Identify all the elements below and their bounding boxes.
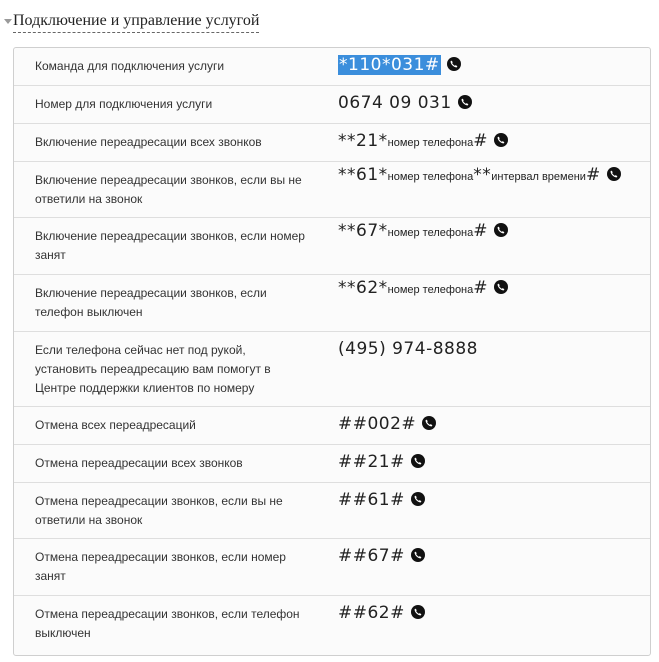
- value-code: #: [473, 221, 489, 241]
- value-code: **67*: [338, 221, 388, 241]
- phone-call-icon[interactable]: [411, 548, 425, 562]
- phone-call-icon[interactable]: [494, 223, 508, 237]
- table-row: [14, 445, 650, 483]
- row-value[interactable]: [338, 93, 472, 113]
- table-row: [14, 332, 650, 407]
- table-row: [14, 218, 650, 275]
- value-hint: интервал времени: [491, 171, 586, 183]
- phone-call-icon[interactable]: [411, 492, 425, 506]
- value-hint: номер телефона: [387, 137, 474, 149]
- phone-call-icon[interactable]: [607, 167, 621, 181]
- value-code: **61*: [338, 165, 388, 185]
- phone-call-icon[interactable]: [411, 454, 425, 468]
- section-title[interactable]: Подключение и управление услугой: [13, 11, 259, 33]
- table-row: [14, 407, 650, 445]
- triangle-down-icon: [4, 19, 12, 24]
- row-value[interactable]: [338, 55, 461, 75]
- value-code: **62*: [338, 278, 388, 298]
- phone-call-icon[interactable]: [494, 133, 508, 147]
- value-hint: номер телефона: [387, 227, 474, 239]
- section-header[interactable]: [4, 11, 259, 35]
- value-code: **21*: [338, 131, 388, 151]
- value-hint: номер телефона: [387, 284, 474, 296]
- row-value[interactable]: [338, 490, 425, 510]
- row-value[interactable]: [338, 414, 436, 434]
- row-value[interactable]: [338, 546, 425, 566]
- value-code: ##21#: [338, 452, 405, 472]
- table-row: [14, 483, 650, 539]
- value-code: ##67#: [338, 546, 405, 566]
- phone-call-icon[interactable]: [494, 280, 508, 294]
- phone-call-icon[interactable]: [422, 416, 436, 430]
- table-row: [14, 162, 650, 218]
- row-label: Отмена переадресации звонков, если вы не ответили на звонок: [35, 494, 283, 527]
- row-value[interactable]: [338, 339, 478, 359]
- row-label: Команда для подключения услуги: [35, 59, 225, 73]
- phone-call-icon[interactable]: [458, 95, 472, 109]
- value-code: *110*031#: [339, 55, 440, 75]
- commands-table: [13, 47, 651, 656]
- row-value[interactable]: [338, 165, 621, 185]
- phone-call-icon[interactable]: [447, 57, 461, 71]
- row-label: Отмена переадресации звонков, если номер занят: [35, 550, 286, 583]
- phone-call-icon[interactable]: [411, 605, 425, 619]
- table-row: [14, 596, 650, 657]
- row-value[interactable]: [338, 278, 508, 298]
- table-row: [14, 124, 650, 162]
- value-code: ##002#: [338, 414, 417, 434]
- value-code: #: [473, 278, 489, 298]
- value-code: #: [585, 165, 601, 185]
- value-code: 0674 09 031: [338, 93, 452, 113]
- row-label: Включение переадресации звонков, если вы не ответили на звонок: [35, 173, 302, 206]
- row-label: Отмена переадресации звонков, если телефон выключен: [35, 607, 300, 640]
- value-code: **: [473, 165, 492, 185]
- row-value[interactable]: [338, 452, 425, 472]
- table-row: [14, 48, 650, 86]
- row-label: Включение переадресации звонков, если номер занят: [35, 229, 305, 262]
- row-label: Включение переадресации всех звонков: [35, 135, 262, 149]
- value-code: ##62#: [338, 603, 405, 623]
- row-value[interactable]: [338, 603, 425, 623]
- row-label: Номер для подключения услуги: [35, 97, 213, 111]
- row-label: Отмена переадресации всех звонков: [35, 456, 243, 470]
- row-label: Отмена всех переадресаций: [35, 418, 196, 432]
- table-row: [14, 86, 650, 124]
- row-label: Включение переадресации звонков, если телефон выключен: [35, 286, 267, 319]
- row-label: Если телефона сейчас нет под рукой, установить переадресацию вам помогут в Центре поддержки клиентов по номеру: [35, 343, 271, 395]
- table-row: [14, 275, 650, 332]
- value-hint: номер телефона: [387, 171, 474, 183]
- row-value[interactable]: [338, 221, 508, 241]
- table-row: [14, 539, 650, 596]
- value-code: #: [473, 131, 489, 151]
- row-value[interactable]: [338, 131, 508, 151]
- value-code: ##61#: [338, 490, 405, 510]
- value-code: (495) 974-8888: [338, 339, 478, 359]
